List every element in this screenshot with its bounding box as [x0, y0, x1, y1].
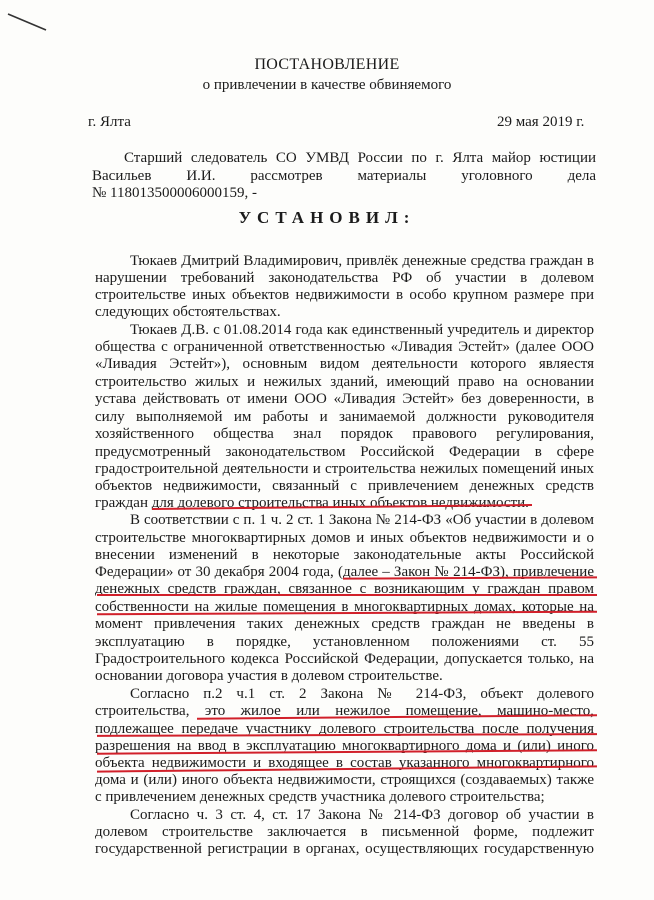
body-line: собственности на жилые помещения в многоквартирных домах, которые на — [95, 599, 594, 615]
body-line: строительство жилых и нежилых зданий, имеющий право на основании — [95, 374, 594, 390]
intro-line: Старший следователь СО УМВД России по г. Ялта майор юстиции — [124, 150, 596, 166]
body-line: Федерации» от 30 декабря 2004 года, (далее – Закон № 214-ФЗ), привлечение — [95, 564, 594, 580]
body-line: граждан для долевого строительства иных объектов недвижимости. — [95, 495, 529, 511]
body-line: «Ливадия Эстейт»), основным видом деятельности которого являестя — [95, 356, 594, 372]
body-line: с привлечением денежных средств участника долевого строительства; — [95, 789, 545, 805]
body-line: Согласно ч. 3 ст. 4, ст. 17 Закона № 214-ФЗ договор об участии в — [130, 807, 594, 823]
body-line: эксплуатацию в порядке, установленном положениями ст. 55 — [95, 634, 594, 650]
body-line: разрешения на ввод в эксплуатацию многоквартирного дома и (или) иного — [95, 738, 594, 754]
intro-line: № 118013500006000159, - — [92, 185, 257, 201]
body-line: объекта недвижимости и входящее в состав указанного многоквартирного — [95, 755, 594, 771]
body-line: общества с ограниченной ответственностью «Ливадия Эстейт» (далее ООО — [95, 339, 594, 355]
body-line: денежных средств граждан, связанное с возникающим у граждан правом — [95, 581, 594, 597]
body-line: объектов недвижимости, связанный с привлечением денежных средств — [95, 478, 594, 494]
body-line: силу выполняемой им работы и занимаемой должности руководителя — [95, 409, 594, 425]
body-line: основании договора участия в долевом строительстве. — [95, 668, 443, 684]
red-underline — [97, 594, 597, 596]
document-place: г. Ялта — [88, 114, 131, 130]
body-line: Согласно п.2 ч.1 ст. 2 Закона № 214-ФЗ, объект долевого — [130, 686, 594, 702]
body-line: Тюкаев Д.В. с 01.08.2014 года как единственный учредитель и директор — [130, 322, 594, 338]
intro-line: Васильев И.И. рассмотрев материалы уголовного дела — [92, 168, 596, 184]
body-line: градостроительной деятельности и строительства нежилых помещений иных — [95, 461, 594, 477]
body-line: Градостроительного кодекса Российской Федерации, допускается только, на — [95, 651, 594, 667]
body-line: внесении изменений в некоторые законодательные акты Российской — [95, 547, 594, 563]
document-date: 29 мая 2019 г. — [497, 114, 585, 130]
scan-mark — [6, 10, 48, 32]
body-line: подлежащее передаче участнику долевого строительства после получения — [95, 721, 594, 737]
body-line: долевом строительстве заключается в письменной форме, подлежит — [95, 824, 594, 840]
body-line: строительства, это жилое или нежилое помещение, машино-место, — [95, 703, 594, 719]
body-line: Тюкаев Дмитрий Владимирович, привлёк денежные средства граждан в — [130, 253, 594, 269]
document-title: ПОСТАНОВЛЕНИЕ — [254, 56, 400, 73]
body-line: строительстве многоквартирных домов и иных объектов недвижимости и о — [95, 530, 594, 546]
body-line: государственной регистрации в органах, осуществляющих государственную — [95, 841, 594, 857]
body-line: хозяйственного общества знал порядок правового регулирования, — [95, 426, 594, 442]
body-line: момент привлечения таких денежных средств граждан не введены в — [95, 616, 594, 632]
body-line: дома и (или) иного объекта недвижимости, строящихся (создаваемых) также — [95, 772, 594, 788]
document-subtitle: о привлечении в качестве обвиняемого — [202, 77, 452, 93]
body-line: предусмотренный законодательством Российской Федерации в сфере — [95, 444, 594, 460]
section-heading: УСТАНОВИЛ: — [238, 208, 416, 227]
body-line: следующих обстоятельствах. — [95, 304, 281, 320]
body-line: нарушении требований законодательства РФ об участии в долевом — [95, 270, 594, 286]
body-line: В соответствии с п. 1 ч. 2 ст. 1 Закона № 214-ФЗ «Об участии в долевом — [130, 512, 594, 528]
body-line: устава действовать от имени ООО «Ливадия Эстейт» без доверенности, в — [95, 391, 594, 407]
body-line: строительстве иных объектов недвижимости в особо крупном размере при — [95, 287, 594, 303]
